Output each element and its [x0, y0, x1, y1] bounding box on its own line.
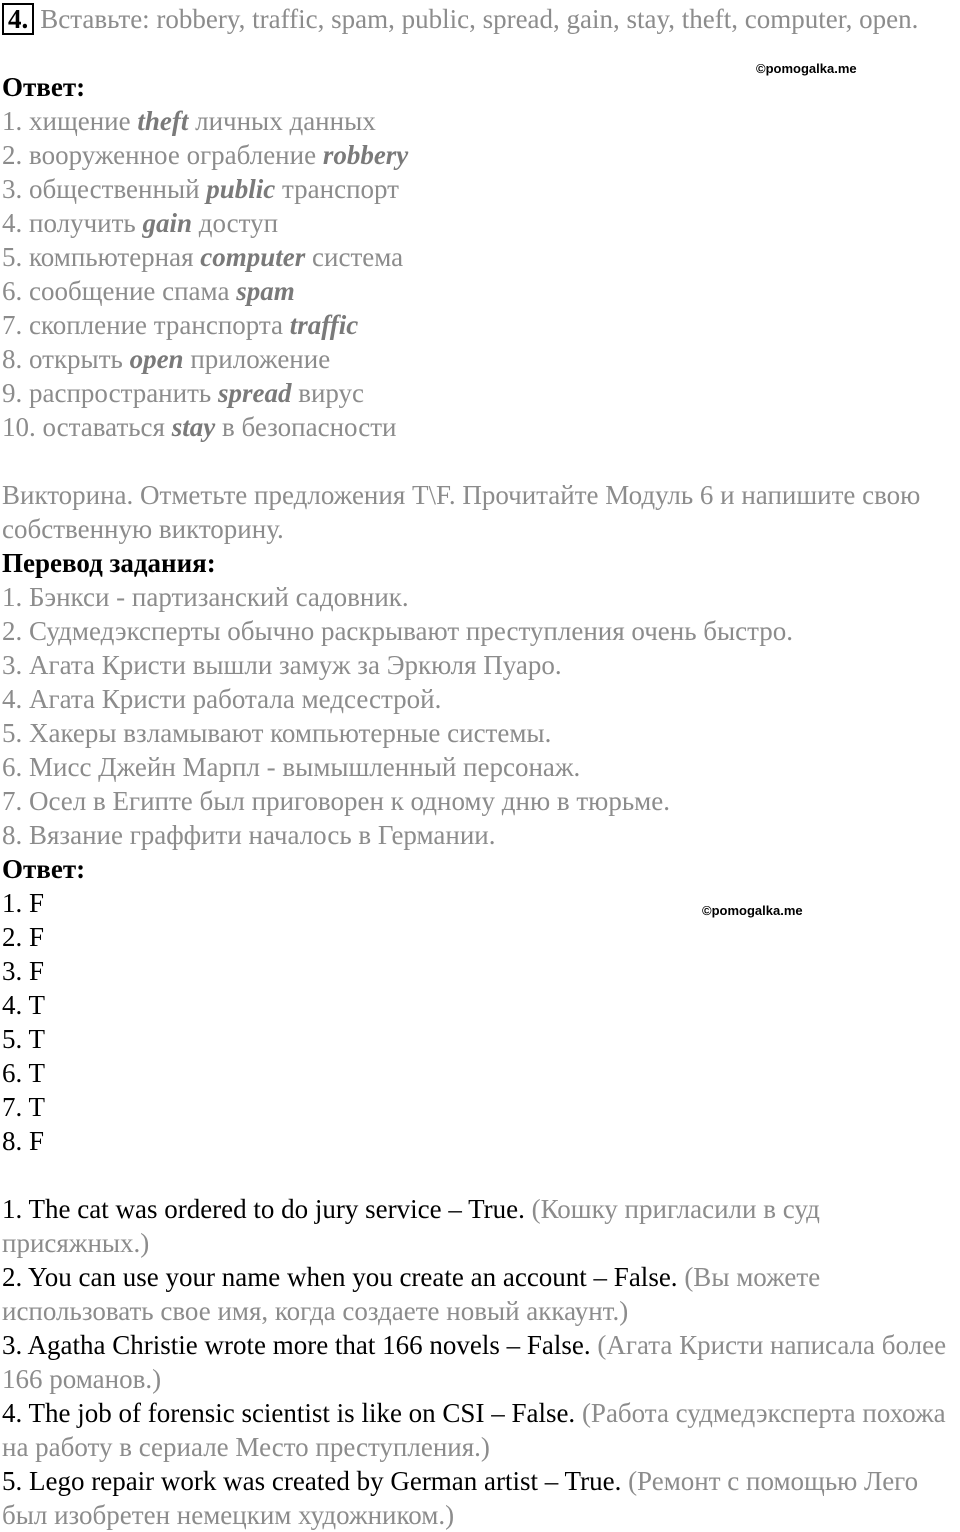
item-text: 4. получить [2, 208, 143, 238]
english-statement: 4. The job of forensic scientist is like on CSI – False. [2, 1398, 576, 1428]
quiz-answer: 5. T [2, 1024, 46, 1054]
quiz-answer: 1. F [2, 888, 45, 918]
quiz-statement: 4. Агата Кристи работала медсестрой. [2, 684, 442, 714]
english-statement: 5. Lego repair work was created by German artist – True. [2, 1466, 622, 1496]
list-item [2, 240, 958, 274]
english-statement: 1. The cat was ordered to do jury service – True. [2, 1194, 525, 1224]
list-item [2, 206, 958, 240]
own-quiz-item [2, 1192, 958, 1260]
quiz-answers-list [2, 886, 958, 1158]
own-quiz-item [2, 1328, 958, 1396]
inserted-word: traffic [289, 310, 359, 340]
item-text: транспорт [275, 174, 399, 204]
quiz-prompt: Викторина. Отметьте предложения T\F. Прочитайте Модуль 6 и напишите свою собственную викторину. [2, 480, 921, 544]
list-item [2, 376, 958, 410]
task4-prompt [2, 2, 958, 70]
russian-translation: (Агата Кристи написала более 166 романов.) [2, 1330, 947, 1394]
document-page [2, 2, 958, 1532]
quiz-statement: 6. Мисс Джейн Марпл - вымышленный персонаж. [2, 752, 581, 782]
inserted-word: theft [137, 106, 189, 136]
item-text: 8. открыть [2, 344, 130, 374]
translation-heading: Перевод задания: [2, 548, 216, 578]
inserted-word: computer [200, 242, 306, 272]
item-text: в безопасности [215, 412, 397, 442]
inserted-word: gain [142, 208, 192, 238]
item-text: личных данных [188, 106, 376, 136]
spacer [2, 1158, 958, 1192]
quiz-statement: 2. Судмедэксперты обычно раскрывают преступления очень быстро. [2, 616, 794, 646]
list-item [2, 274, 958, 308]
spacer [2, 444, 958, 478]
russian-translation: (Кошку пригласили в суд присяжных.) [2, 1194, 820, 1258]
inserted-word: public [206, 174, 276, 204]
quiz-statement: 8. Вязание граффити началось в Германии. [2, 820, 496, 850]
quiz-statement: 7. Осел в Египте был приговорен к одному дню в тюрьме. [2, 786, 670, 816]
quiz-statement: 1. Бэнкси - партизанский садовник. [2, 582, 409, 612]
own-quiz-item [2, 1260, 958, 1328]
item-text: 7. скопление транспорта [2, 310, 290, 340]
task4-answer-list [2, 104, 958, 444]
item-text: вирус [291, 378, 365, 408]
inserted-word: spam [236, 276, 295, 306]
item-text: 1. хищение [2, 106, 138, 136]
answer-heading: Ответ: [2, 72, 86, 102]
own-quiz-item [2, 1464, 958, 1532]
russian-translation: (Работа судмедэксперта похожа на работу в сериале Место преступления.) [2, 1398, 946, 1462]
item-text: доступ [192, 208, 279, 238]
item-text: система [305, 242, 404, 272]
quiz-statements-list [2, 580, 958, 852]
quiz-answer: 7. T [2, 1092, 46, 1122]
watermark: ©pomogalka.me [756, 61, 857, 76]
quiz-statement: 3. Агата Кристи вышли замуж за Эркюля Пуаро. [2, 650, 562, 680]
english-statement: 2. You can use your name when you create an account – False. [2, 1262, 678, 1292]
quiz-answer: 8. F [2, 1126, 45, 1156]
list-item [2, 104, 958, 138]
list-item [2, 138, 958, 172]
own-quiz-item [2, 1396, 958, 1464]
quiz-answer: 2. F [2, 922, 45, 952]
inserted-word: spread [217, 378, 292, 408]
item-text: 5. компьютерная [2, 242, 201, 272]
english-statement: 3. Agatha Christie wrote more that 166 novels – False. [2, 1330, 591, 1360]
list-item [2, 342, 958, 376]
list-item [2, 172, 958, 206]
list-item [2, 410, 958, 444]
own-quiz-list [2, 1192, 958, 1532]
quiz-answer-heading: Ответ: [2, 854, 86, 884]
inserted-word: robbery [322, 140, 409, 170]
item-text: 3. общественный [2, 174, 207, 204]
quiz-answer: 6. T [2, 1058, 46, 1088]
list-item [2, 308, 958, 342]
russian-translation: (Вы можете использовать свое имя, когда создаете новый аккаунт.) [2, 1262, 821, 1326]
quiz-answer: 4. T [2, 990, 46, 1020]
quiz-statement: 5. Хакеры взламывают компьютерные системы. [2, 718, 552, 748]
item-text: 2. вооруженное ограбление [2, 140, 323, 170]
task4-prompt-text: Вставьте: robbery, traffic, spam, public, spread, gain, stay, theft, computer, open. [40, 4, 919, 34]
task-number: 4. [2, 3, 34, 35]
item-text: приложение [183, 344, 331, 374]
watermark: ©pomogalka.me [702, 903, 803, 918]
item-text: 9. распространить [2, 378, 218, 408]
item-text: 10. оставаться [2, 412, 172, 442]
quiz-answer: 3. F [2, 956, 45, 986]
inserted-word: open [129, 344, 184, 374]
item-text: 6. сообщение спама [2, 276, 237, 306]
inserted-word: stay [171, 412, 216, 442]
russian-translation: (Ремонт с помощью Лего был изобретен немецким художником.) [2, 1466, 919, 1530]
